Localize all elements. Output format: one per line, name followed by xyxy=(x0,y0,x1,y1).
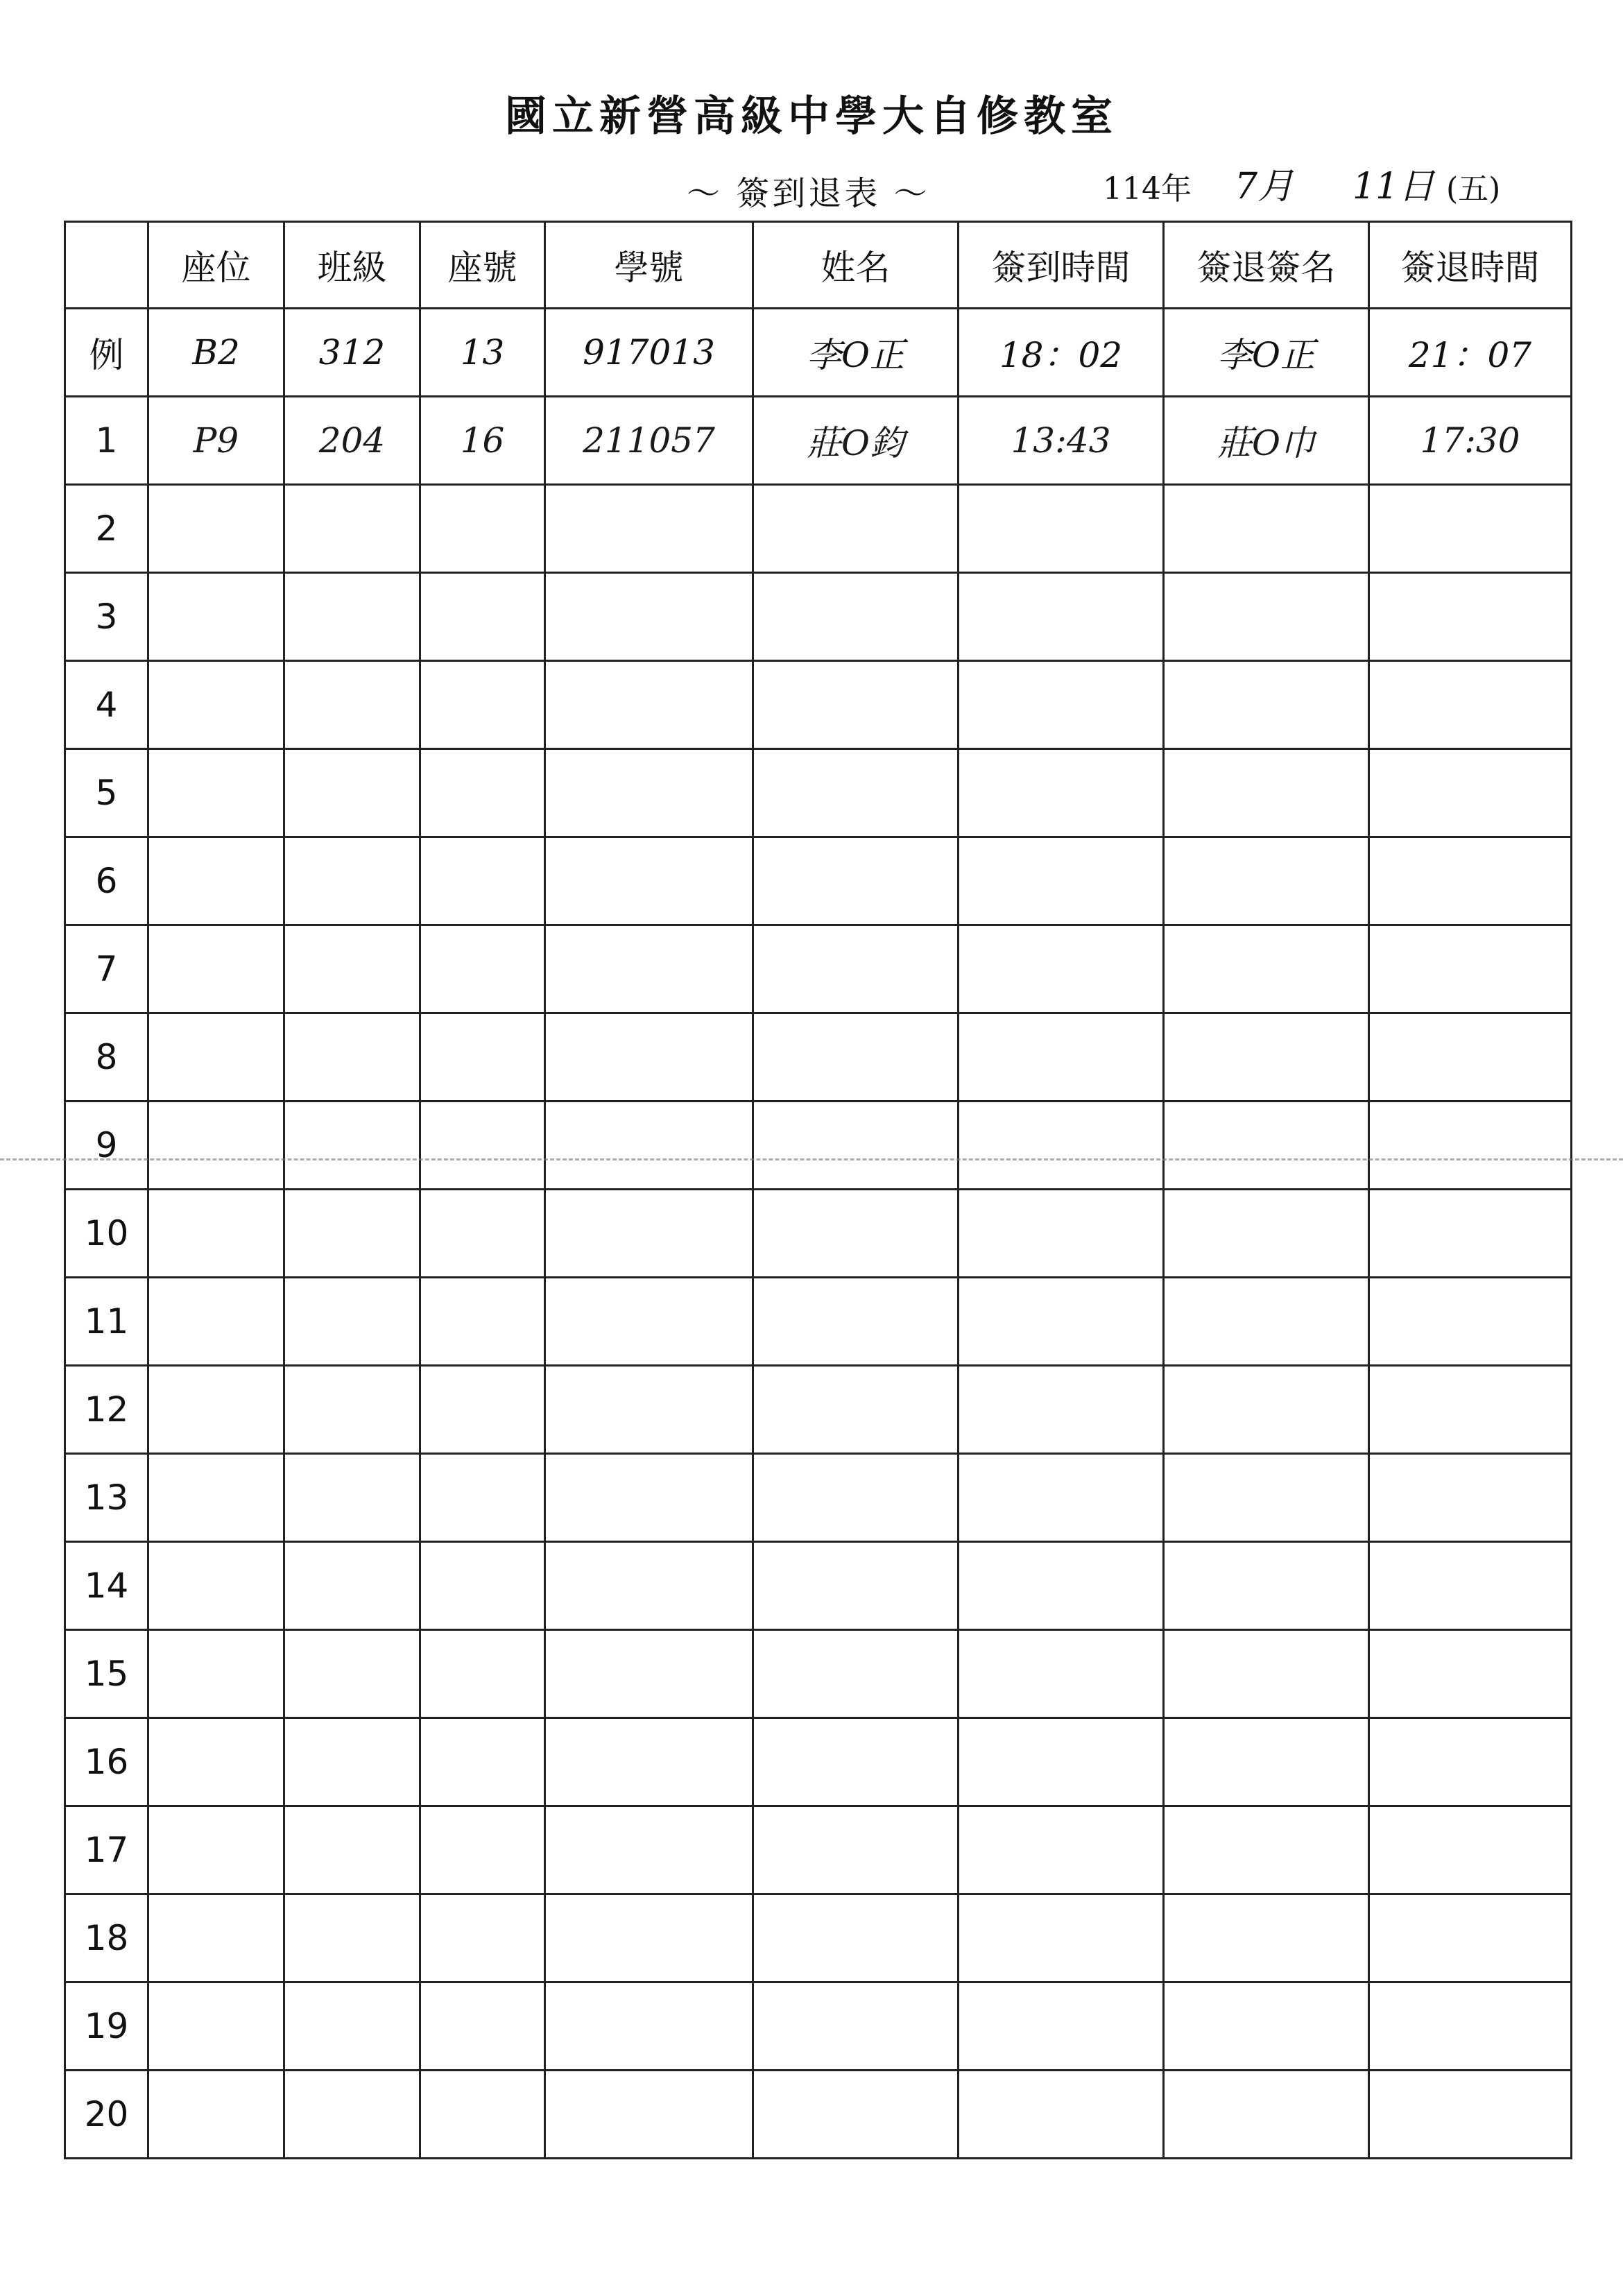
cell-sign-out[interactable] xyxy=(1369,2071,1572,2159)
row-number: 13 xyxy=(65,1454,148,1542)
cell-student-id[interactable] xyxy=(545,925,753,1013)
cell-number[interactable] xyxy=(420,661,545,749)
cell-sign-out[interactable] xyxy=(1369,1630,1572,1718)
table-row xyxy=(65,1542,1572,1630)
cell-class[interactable] xyxy=(284,1894,420,1982)
cell-sign-out[interactable] xyxy=(1369,749,1572,837)
table-row xyxy=(65,1454,1572,1542)
cell-sign-out-name[interactable]: 莊O巾 xyxy=(1164,397,1369,485)
cell-seat[interactable] xyxy=(148,837,284,925)
cell-name[interactable]: 莊O鈞 xyxy=(753,397,959,485)
row-number: 12 xyxy=(65,1366,148,1454)
cell-sign-out[interactable]: 17:30 xyxy=(1369,397,1572,485)
table-row xyxy=(65,1630,1572,1718)
cell-name[interactable] xyxy=(753,573,959,661)
cell-sign-out-name[interactable] xyxy=(1164,1278,1369,1366)
cell-seat[interactable] xyxy=(148,1013,284,1102)
col-header-student-id: 學號 xyxy=(545,222,753,309)
cell-class[interactable] xyxy=(284,1806,420,1894)
cell-sign-out[interactable] xyxy=(1369,1366,1572,1454)
cell-number[interactable] xyxy=(420,925,545,1013)
cell-name[interactable] xyxy=(753,749,959,837)
date-day: 11日 xyxy=(1352,166,1435,207)
cell-seat[interactable] xyxy=(148,1366,284,1454)
table-row xyxy=(65,749,1572,837)
cell-class[interactable] xyxy=(284,485,420,573)
cell-seat[interactable] xyxy=(148,2071,284,2159)
cell-sign-in[interactable] xyxy=(959,1190,1164,1278)
example-row xyxy=(65,309,1572,397)
cell-class[interactable] xyxy=(284,1102,420,1190)
cell-student-id[interactable] xyxy=(545,573,753,661)
cell-student-id[interactable] xyxy=(545,1894,753,1982)
form-subtitle: ～ 簽到退表 ～ xyxy=(687,174,930,213)
row-number: 2 xyxy=(65,485,148,573)
cell-name[interactable] xyxy=(753,1190,959,1278)
cell-class[interactable] xyxy=(284,1190,420,1278)
cell-sign-out-name[interactable] xyxy=(1164,1982,1369,2071)
date-month: 7月 xyxy=(1235,166,1294,207)
cell-class[interactable] xyxy=(284,573,420,661)
cell-seat[interactable] xyxy=(148,1102,284,1190)
cell-name[interactable] xyxy=(753,837,959,925)
col-header-index xyxy=(65,222,148,309)
cell-number[interactable] xyxy=(420,1982,545,2071)
cell-seat[interactable] xyxy=(148,749,284,837)
cell-seat[interactable] xyxy=(148,1806,284,1894)
table-row xyxy=(65,573,1572,661)
cell-student-id[interactable] xyxy=(545,1630,753,1718)
row-number: 7 xyxy=(65,925,148,1013)
cell-seat[interactable]: P9 xyxy=(148,397,284,485)
cell-student-id[interactable] xyxy=(545,2071,753,2159)
table-row xyxy=(65,1718,1572,1806)
cell-sign-out[interactable] xyxy=(1369,1542,1572,1630)
col-header-sign-out-signature: 簽退簽名 xyxy=(1164,222,1369,309)
cell-sign-out[interactable] xyxy=(1369,1102,1572,1190)
page-title: 國立新營高級中學大自修教室 xyxy=(505,92,1118,141)
cell-seat[interactable] xyxy=(148,485,284,573)
cell-student-id[interactable] xyxy=(545,1013,753,1102)
cell-sign-out-name[interactable] xyxy=(1164,837,1369,925)
table-row xyxy=(65,1894,1572,1982)
cell-number[interactable] xyxy=(420,1630,545,1718)
table-row xyxy=(65,1278,1572,1366)
col-header-number: 座號 xyxy=(420,222,545,309)
cell-sign-in[interactable] xyxy=(959,661,1164,749)
cell-class[interactable]: 204 xyxy=(284,397,420,485)
cell-sign-out[interactable] xyxy=(1369,925,1572,1013)
cell-sign-in[interactable] xyxy=(959,749,1164,837)
cell-sign-in[interactable] xyxy=(959,2071,1164,2159)
cell-sign-out-name[interactable] xyxy=(1164,2071,1369,2159)
row-number: 4 xyxy=(65,661,148,749)
cell-seat[interactable] xyxy=(148,1454,284,1542)
row-number: 19 xyxy=(65,1982,148,2071)
cell-class[interactable] xyxy=(284,925,420,1013)
cell-sign-in[interactable] xyxy=(959,1366,1164,1454)
cell-sign-out[interactable] xyxy=(1369,1454,1572,1542)
cell-sign-out-name[interactable] xyxy=(1164,1366,1369,1454)
example-name: 李O正 xyxy=(753,309,959,397)
example-sign-in: 18：02 xyxy=(959,309,1164,397)
cell-class[interactable] xyxy=(284,1454,420,1542)
row-number: 15 xyxy=(65,1630,148,1718)
cell-seat[interactable] xyxy=(148,1982,284,2071)
cell-name[interactable] xyxy=(753,485,959,573)
cell-number[interactable] xyxy=(420,1102,545,1190)
cell-sign-out-name[interactable] xyxy=(1164,1190,1369,1278)
row-number: 11 xyxy=(65,1278,148,1366)
date-weekday: (五) xyxy=(1446,171,1501,207)
cell-sign-out-name[interactable] xyxy=(1164,1806,1369,1894)
cell-sign-in[interactable] xyxy=(959,925,1164,1013)
cell-seat[interactable] xyxy=(148,573,284,661)
cell-class[interactable] xyxy=(284,837,420,925)
cell-sign-in[interactable] xyxy=(959,1013,1164,1102)
row-number: 18 xyxy=(65,1894,148,1982)
cell-number[interactable] xyxy=(420,573,545,661)
cell-student-id[interactable] xyxy=(545,1102,753,1190)
table-row xyxy=(65,397,1572,485)
table-row xyxy=(65,1013,1572,1102)
row-number: 14 xyxy=(65,1542,148,1630)
cell-name[interactable] xyxy=(753,1982,959,2071)
cell-student-id[interactable] xyxy=(545,1542,753,1630)
cell-sign-in[interactable] xyxy=(959,1102,1164,1190)
cell-sign-out[interactable] xyxy=(1369,1190,1572,1278)
cell-seat[interactable] xyxy=(148,661,284,749)
date-year: 114年 xyxy=(1103,171,1192,207)
cell-sign-out-name[interactable] xyxy=(1164,1454,1369,1542)
row-number: 3 xyxy=(65,573,148,661)
cell-sign-out-name[interactable] xyxy=(1164,1630,1369,1718)
cell-seat[interactable] xyxy=(148,1278,284,1366)
cell-sign-out[interactable] xyxy=(1369,1982,1572,2071)
col-header-sign-out-time: 簽退時間 xyxy=(1369,222,1572,309)
cell-class[interactable] xyxy=(284,2071,420,2159)
cell-sign-out-name[interactable] xyxy=(1164,1102,1369,1190)
row-number: 1 xyxy=(65,397,148,485)
cell-name[interactable] xyxy=(753,1454,959,1542)
cell-sign-out[interactable] xyxy=(1369,1718,1572,1806)
example-sign-out-name: 李O正 xyxy=(1164,309,1369,397)
cell-student-id[interactable] xyxy=(545,837,753,925)
example-label: 例 xyxy=(65,309,148,397)
cell-student-id[interactable] xyxy=(545,1190,753,1278)
example-seat: B2 xyxy=(148,309,284,397)
cell-sign-in[interactable] xyxy=(959,1718,1164,1806)
cell-student-id[interactable] xyxy=(545,661,753,749)
cell-student-id[interactable] xyxy=(545,1454,753,1542)
cell-seat[interactable] xyxy=(148,1894,284,1982)
row-number: 10 xyxy=(65,1190,148,1278)
cell-sign-out[interactable] xyxy=(1369,837,1572,925)
cell-number[interactable] xyxy=(420,485,545,573)
cell-student-id[interactable] xyxy=(545,1982,753,2071)
cell-seat[interactable] xyxy=(148,925,284,1013)
col-header-seat: 座位 xyxy=(148,222,284,309)
cell-name[interactable] xyxy=(753,925,959,1013)
cell-student-id[interactable] xyxy=(545,749,753,837)
cell-sign-out[interactable] xyxy=(1369,1013,1572,1102)
cell-name[interactable] xyxy=(753,661,959,749)
cell-sign-in[interactable] xyxy=(959,1630,1164,1718)
cell-seat[interactable] xyxy=(148,1718,284,1806)
scan-artifact-line xyxy=(0,1158,1623,1160)
cell-class[interactable] xyxy=(284,1630,420,1718)
cell-sign-out[interactable] xyxy=(1369,485,1572,573)
cell-sign-out-name[interactable] xyxy=(1164,1013,1369,1102)
cell-sign-out-name[interactable] xyxy=(1164,1542,1369,1630)
cell-student-id[interactable]: 211057 xyxy=(545,397,753,485)
cell-number[interactable] xyxy=(420,1013,545,1102)
row-number: 16 xyxy=(65,1718,148,1806)
cell-sign-in[interactable] xyxy=(959,837,1164,925)
cell-sign-in[interactable] xyxy=(959,485,1164,573)
cell-sign-in[interactable] xyxy=(959,1982,1164,2071)
cell-sign-in[interactable] xyxy=(959,1806,1164,1894)
cell-sign-out-name[interactable] xyxy=(1164,661,1369,749)
cell-number[interactable] xyxy=(420,1542,545,1630)
header-row xyxy=(65,222,1572,309)
cell-name[interactable] xyxy=(753,1806,959,1894)
cell-name[interactable] xyxy=(753,1102,959,1190)
cell-sign-in[interactable] xyxy=(959,1894,1164,1982)
cell-sign-in[interactable] xyxy=(959,573,1164,661)
cell-student-id[interactable] xyxy=(545,1806,753,1894)
cell-sign-out-name[interactable] xyxy=(1164,925,1369,1013)
cell-student-id[interactable] xyxy=(545,1366,753,1454)
cell-student-id[interactable] xyxy=(545,1718,753,1806)
table-row xyxy=(65,925,1572,1013)
cell-number[interactable]: 16 xyxy=(420,397,545,485)
table-row xyxy=(65,1102,1572,1190)
cell-name[interactable] xyxy=(753,1894,959,1982)
col-header-sign-in-time: 簽到時間 xyxy=(959,222,1164,309)
cell-number[interactable] xyxy=(420,1894,545,1982)
cell-class[interactable] xyxy=(284,1718,420,1806)
cell-sign-out-name[interactable] xyxy=(1164,1718,1369,1806)
cell-student-id[interactable] xyxy=(545,1278,753,1366)
row-number: 17 xyxy=(65,1806,148,1894)
table-row xyxy=(65,661,1572,749)
cell-number[interactable] xyxy=(420,1718,545,1806)
example-class: 312 xyxy=(284,309,420,397)
cell-sign-out[interactable] xyxy=(1369,1894,1572,1982)
table-row xyxy=(65,1982,1572,2071)
cell-sign-out[interactable] xyxy=(1369,573,1572,661)
cell-class[interactable] xyxy=(284,749,420,837)
cell-student-id[interactable] xyxy=(545,485,753,573)
cell-number[interactable] xyxy=(420,2071,545,2159)
table-row xyxy=(65,1806,1572,1894)
cell-sign-out-name[interactable] xyxy=(1164,485,1369,573)
cell-class[interactable] xyxy=(284,1982,420,2071)
cell-sign-out[interactable] xyxy=(1369,661,1572,749)
cell-name[interactable] xyxy=(753,1366,959,1454)
cell-class[interactable] xyxy=(284,1278,420,1366)
cell-sign-out-name[interactable] xyxy=(1164,749,1369,837)
cell-seat[interactable] xyxy=(148,1190,284,1278)
cell-sign-in[interactable] xyxy=(959,1278,1164,1366)
cell-sign-out[interactable] xyxy=(1369,1806,1572,1894)
row-number: 6 xyxy=(65,837,148,925)
example-student-id: 917013 xyxy=(545,309,753,397)
cell-class[interactable] xyxy=(284,1366,420,1454)
col-header-name: 姓名 xyxy=(753,222,959,309)
cell-name[interactable] xyxy=(753,1278,959,1366)
cell-name[interactable] xyxy=(753,1718,959,1806)
cell-number[interactable] xyxy=(420,1806,545,1894)
cell-sign-in[interactable] xyxy=(959,1542,1164,1630)
cell-sign-in[interactable] xyxy=(959,1454,1164,1542)
table-row xyxy=(65,485,1572,573)
cell-number[interactable] xyxy=(420,837,545,925)
table-row xyxy=(65,2071,1572,2159)
cell-class[interactable] xyxy=(284,661,420,749)
cell-name[interactable] xyxy=(753,1013,959,1102)
cell-number[interactable] xyxy=(420,1454,545,1542)
signin-table xyxy=(64,221,1572,2159)
table-row xyxy=(65,1366,1572,1454)
cell-number[interactable] xyxy=(420,1278,545,1366)
col-header-class: 班級 xyxy=(284,222,420,309)
row-number: 20 xyxy=(65,2071,148,2159)
cell-class[interactable] xyxy=(284,1542,420,1630)
example-number: 13 xyxy=(420,309,545,397)
cell-name[interactable] xyxy=(753,1630,959,1718)
row-number: 5 xyxy=(65,749,148,837)
cell-sign-out-name[interactable] xyxy=(1164,573,1369,661)
cell-sign-out[interactable] xyxy=(1369,1278,1572,1366)
row-number: 8 xyxy=(65,1013,148,1102)
cell-seat[interactable] xyxy=(148,1542,284,1630)
cell-number[interactable] xyxy=(420,749,545,837)
table-row xyxy=(65,1190,1572,1278)
cell-class[interactable] xyxy=(284,1013,420,1102)
example-sign-out: 21：07 xyxy=(1369,309,1572,397)
cell-name[interactable] xyxy=(753,1542,959,1630)
cell-sign-in[interactable]: 13:43 xyxy=(959,397,1164,485)
table-row xyxy=(65,837,1572,925)
cell-name[interactable] xyxy=(753,2071,959,2159)
cell-number[interactable] xyxy=(420,1366,545,1454)
cell-number[interactable] xyxy=(420,1190,545,1278)
cell-seat[interactable] xyxy=(148,1630,284,1718)
cell-sign-out-name[interactable] xyxy=(1164,1894,1369,1982)
row-number: 9 xyxy=(65,1102,148,1190)
